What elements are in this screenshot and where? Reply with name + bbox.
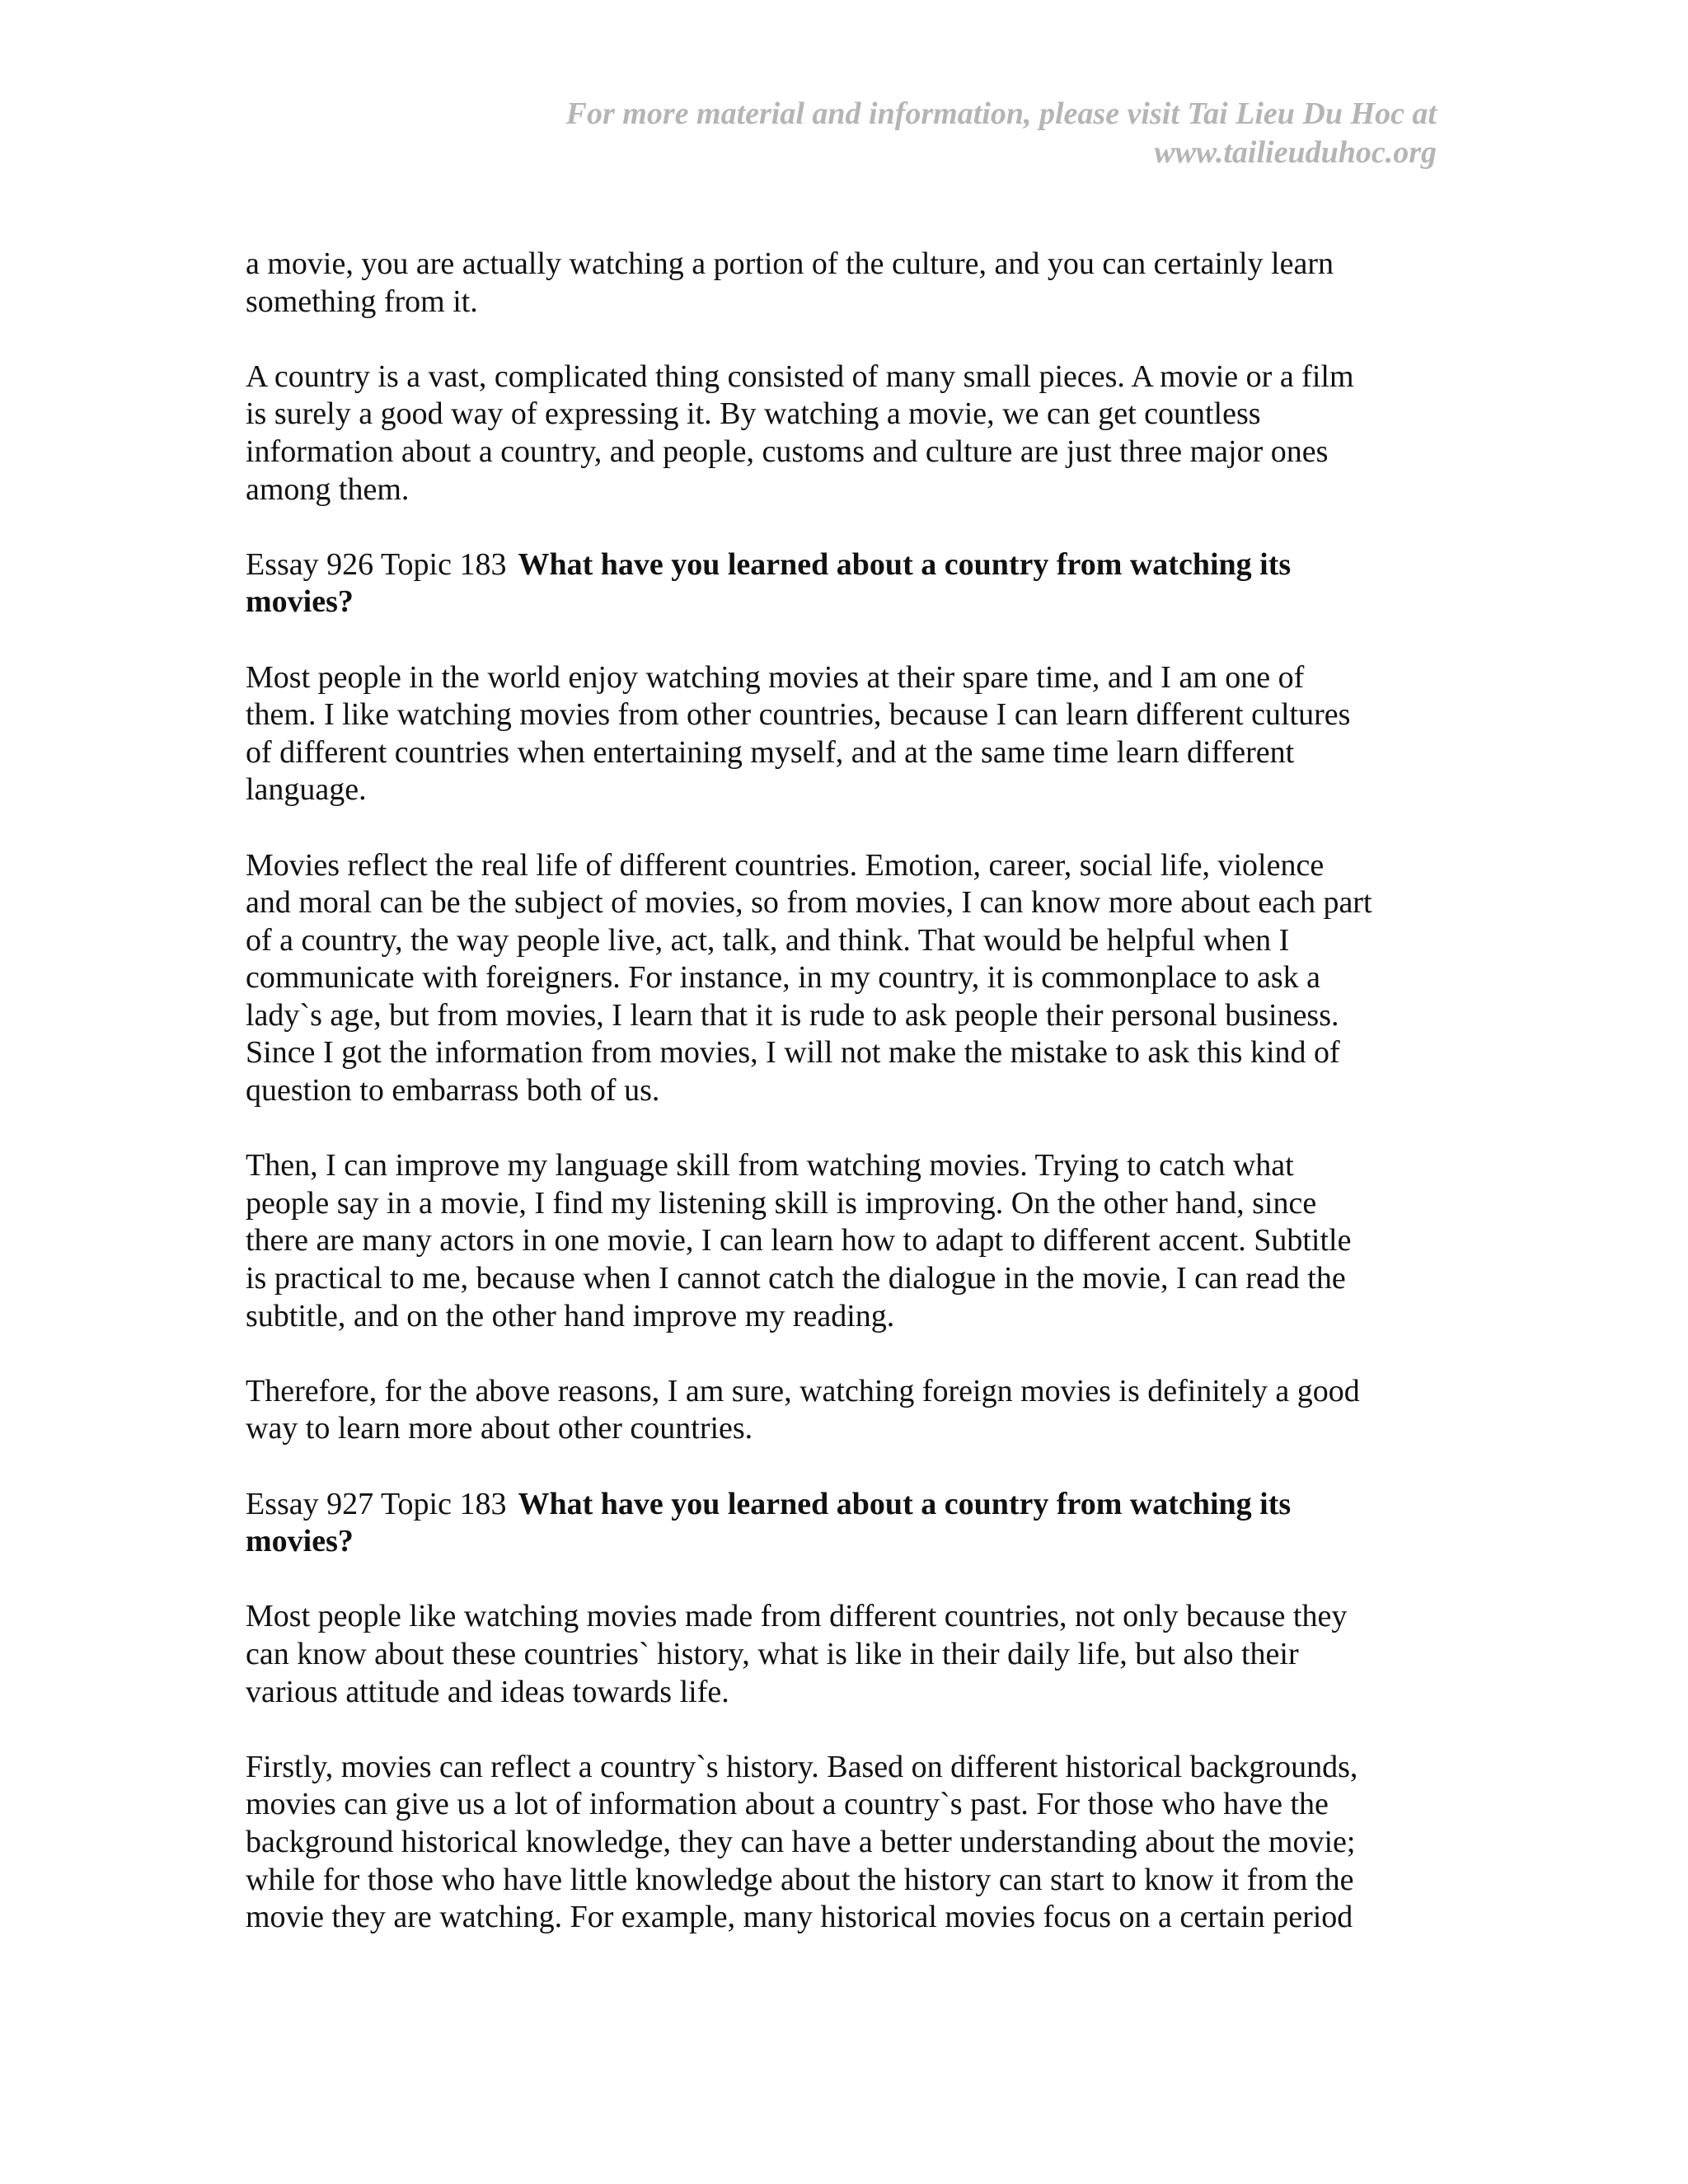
paragraph xyxy=(246,659,1441,809)
paragraph-line: background historical knowledge, they can have a better understanding about the movie; xyxy=(246,1824,1356,1859)
paragraph-line: information about a country, and people, customs and culture are just three major ones xyxy=(246,434,1329,469)
paragraph-line: something from it. xyxy=(246,284,478,319)
paragraph-line: subtitle, and on the other hand improve my reading. xyxy=(246,1298,895,1333)
essay-heading-line xyxy=(246,1486,1441,1524)
paragraph-line: Firstly, movies can reflect a country`s history. Based on different historical backgrounds, xyxy=(246,1749,1358,1784)
paragraph-line: Then, I can improve my language skill from watching movies. Trying to catch what xyxy=(246,1148,1294,1183)
paragraph xyxy=(246,847,1441,1110)
paragraph xyxy=(246,1598,1441,1711)
paragraph-line: lady`s age, but from movies, I learn that it is rude to ask people their personal business. xyxy=(246,997,1339,1033)
paragraph-line: Most people like watching movies made from different countries, not only because they xyxy=(246,1599,1348,1634)
paragraph-line: a movie, you are actually watching a portion of the culture, and you can certainly learn xyxy=(246,246,1334,281)
paragraph-line: among them. xyxy=(246,471,410,507)
paragraph-line: language. xyxy=(246,772,367,808)
paragraph-line: of a country, the way people live, act, talk, and think. That would be helpful when I xyxy=(246,922,1290,958)
paragraph-line: Most people in the world enjoy watching movies at their spare time, and I am one of xyxy=(246,659,1305,695)
essay-heading xyxy=(246,546,1441,621)
paragraph xyxy=(246,1147,1441,1335)
paragraph-line: communicate with foreigners. For instance, in my country, it is commonplace to ask a xyxy=(246,960,1320,996)
paragraph xyxy=(246,1373,1441,1448)
paragraph-line: Therefore, for the above reasons, I am sure, watching foreign movies is definitely a good xyxy=(246,1373,1360,1408)
page-header xyxy=(0,95,1437,172)
paragraph-line: is surely a good way of expressing it. By watching a movie, we can get countless xyxy=(246,396,1261,432)
paragraph-line: way to learn more about other countries. xyxy=(246,1411,753,1446)
paragraph-line: can know about these countries` history, what is like in their daily life, but also their xyxy=(246,1636,1299,1671)
paragraph-line: movie they are watching. For example, many historical movies focus on a certain period xyxy=(246,1900,1353,1935)
paragraph-line: question to embarrass both of us. xyxy=(246,1073,660,1108)
essay-question: What have you learned about a country from watching its xyxy=(518,546,1292,582)
paragraph xyxy=(246,246,1441,321)
document-body xyxy=(246,246,1441,1974)
paragraph-line: of different countries when entertaining myself, and at the same time learn different xyxy=(246,734,1295,770)
paragraph-line: them. I like watching movies from other countries, because I can learn different cultures xyxy=(246,697,1351,733)
essay-question-continued: movies? xyxy=(246,584,354,620)
paragraph-line: various attitude and ideas towards life. xyxy=(246,1674,729,1709)
paragraph-line: Since I got the information from movies, I will not make the mistake to ask this kind of xyxy=(246,1035,1340,1071)
paragraph-line: is practical to me, because when I cannot catch the dialogue in the movie, I can read the xyxy=(246,1261,1346,1296)
paragraph xyxy=(246,1749,1441,1937)
paragraph-line: people say in a movie, I find my listening skill is improving. On the other hand, since xyxy=(246,1185,1317,1221)
paragraph-line: Movies reflect the real life of different countries. Emotion, career, social life, violence xyxy=(246,847,1325,883)
essay-question: What have you learned about a country from watching its xyxy=(518,1486,1292,1521)
paragraph-line: there are many actors in one movie, I can learn how to adapt to different accent. Subtitle xyxy=(246,1223,1352,1258)
paragraph-line: while for those who have little knowledge about the history can start to know it from the xyxy=(246,1862,1354,1897)
essay-heading-line xyxy=(246,546,1441,584)
header-line-1: For more material and information, please visit Tai Lieu Du Hoc at xyxy=(565,96,1437,131)
paragraph-line: and moral can be the subject of movies, so from movies, I can know more about each part xyxy=(246,885,1372,921)
essay-heading xyxy=(246,1486,1441,1561)
header-url: www.tailieuduhoc.org xyxy=(1154,135,1437,170)
essay-label: Essay 926 Topic 183 xyxy=(246,546,507,582)
essay-label: Essay 927 Topic 183 xyxy=(246,1486,507,1521)
paragraph-line: movies can give us a lot of information about a country`s past. For those who have the xyxy=(246,1787,1329,1822)
paragraph xyxy=(246,359,1441,509)
essay-question-continued: movies? xyxy=(246,1524,354,1559)
paragraph-line: A country is a vast, complicated thing consisted of many small pieces. A movie or a film xyxy=(246,359,1354,394)
